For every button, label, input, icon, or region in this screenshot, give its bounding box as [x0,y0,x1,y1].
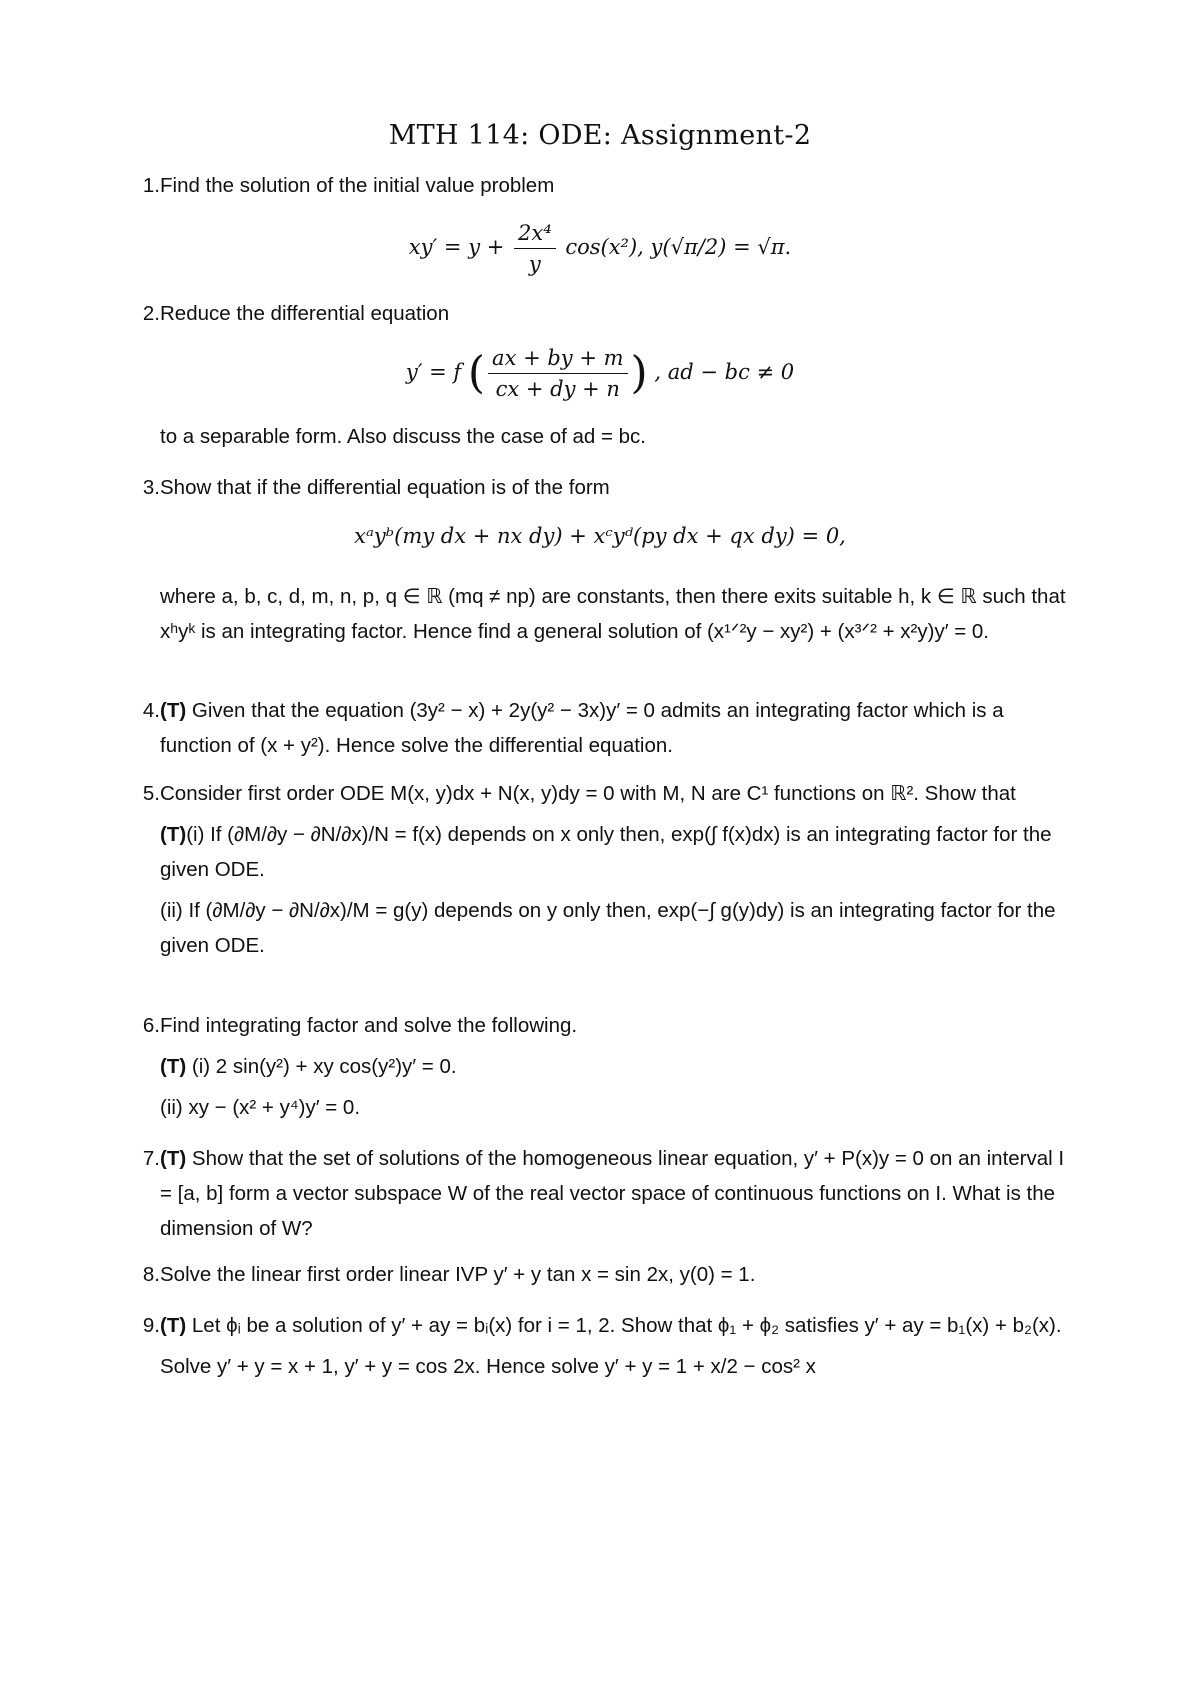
problem-number: 4. [142,699,160,722]
part-i-text: (i) If (∂M/∂y − ∂N/∂x)/N = f(x) depends on x only then, exp(∫ f(x)dx) is an integrating factor for the given ODE. [160,823,1052,881]
equation-2: y′ = f ( $\frac{ax + by + m}{cx + dy + n}$ ) , ad − bc ≠ 0 [0,343,1200,404]
problem-text: Given that the equation (3y² − x) + 2y(y² − 3x)y′ = 0 admits an integrating factor which is a function of (x + y²). Hence solve the differential equation. [160,699,1004,757]
tutorial-tag: (T) [160,823,187,846]
problem-number: 2. [142,302,160,325]
problem-text: Show that the set of solutions of the homogeneous linear equation, y′ + P(x)y = 0 on an interval I = [a, b] form a vector subspace W of the real vector space of continuous functions on I. What is the dimension of W? [160,1147,1065,1240]
problem-number: 9. [142,1314,160,1337]
problem-text-continued: Solve y′ + y = x + 1, y′ + y = cos 2x. Hence solve y′ + y = 1 + x/2 − cos² x [160,1355,816,1378]
part-ii-text: (ii) xy − (x² + y⁴)y′ = 0. [160,1096,361,1119]
part-i-text: (i) 2 sin(y²) + xy cos(y²)y′ = 0. [191,1055,457,1078]
problem-number: 7. [142,1147,160,1170]
problem-text: where a, b, c, d, m, n, p, q ∈ ℝ (mq ≠ np) are constants, then there exits suitable h, k ∈ ℝ such that xʰyᵏ is an integrating factor. Hence find a general solution of (x¹ᐟ²y − xy²) + (x³ᐟ² + x²y)y′ = 0. [160,585,1066,643]
page-title: MTH 114: ODE: Assignment-2 [388,120,812,151]
tutorial-tag: (T) [160,1055,187,1078]
tutorial-tag: (T) [160,1147,187,1170]
fraction: $\frac{ax + by + m}{cx + dy + n}$ [488,343,627,404]
problem-text: Show that if the differential equation is of the form [160,476,610,499]
problem-number: 3. [142,476,160,499]
problem-text: Find integrating factor and solve the following. [160,1014,578,1037]
problem-number: 8. [142,1263,160,1286]
problem-text: Consider first order ODE M(x, y)dx + N(x, y)dy = 0 with M, N are C¹ functions on ℝ². Show that [160,782,1016,805]
problem-text: Reduce the differential equation [160,302,450,325]
left-paren: ( [467,347,486,399]
fraction: $\frac{\text{2x⁴}}{y}$ [514,218,556,279]
equation-3: xᵃyᵇ(my dx + nx dy) + xᶜyᵈ(py dx + qx dy) = 0, [354,524,846,548]
tutorial-tag: (T) [160,1314,187,1337]
part-ii-text: (ii) If (∂M/∂y − ∂N/∂x)/M = g(y) depends on y only then, exp(−∫ g(y)dy) is an integrating factor for the given ODE. [160,899,1056,957]
tutorial-tag: (T) [160,699,187,722]
problem-text: Let ϕᵢ be a solution of y′ + ay = bᵢ(x) for i = 1, 2. Show that ϕ₁ + ϕ₂ satisfies y′ + ay = b₁(x) + b₂(x). [191,1314,1062,1337]
problem-number: 1. [142,174,160,197]
problem-number: 5. [142,782,160,805]
equation-1: xy′ = y + $\frac{\text{2x⁴}}{y}$ cos(x²), y(√π/2) = √π. [0,218,1200,279]
right-paren: ) [630,347,648,399]
problem-text: Find the solution of the initial value problem [160,174,555,197]
problem-text: to a separable form. Also discuss the case of ad = bc. [160,425,647,448]
problem-text: Solve the linear first order linear IVP y′ + y tan x = sin 2x, y(0) = 1. [160,1263,756,1286]
problem-number: 6. [142,1014,160,1037]
